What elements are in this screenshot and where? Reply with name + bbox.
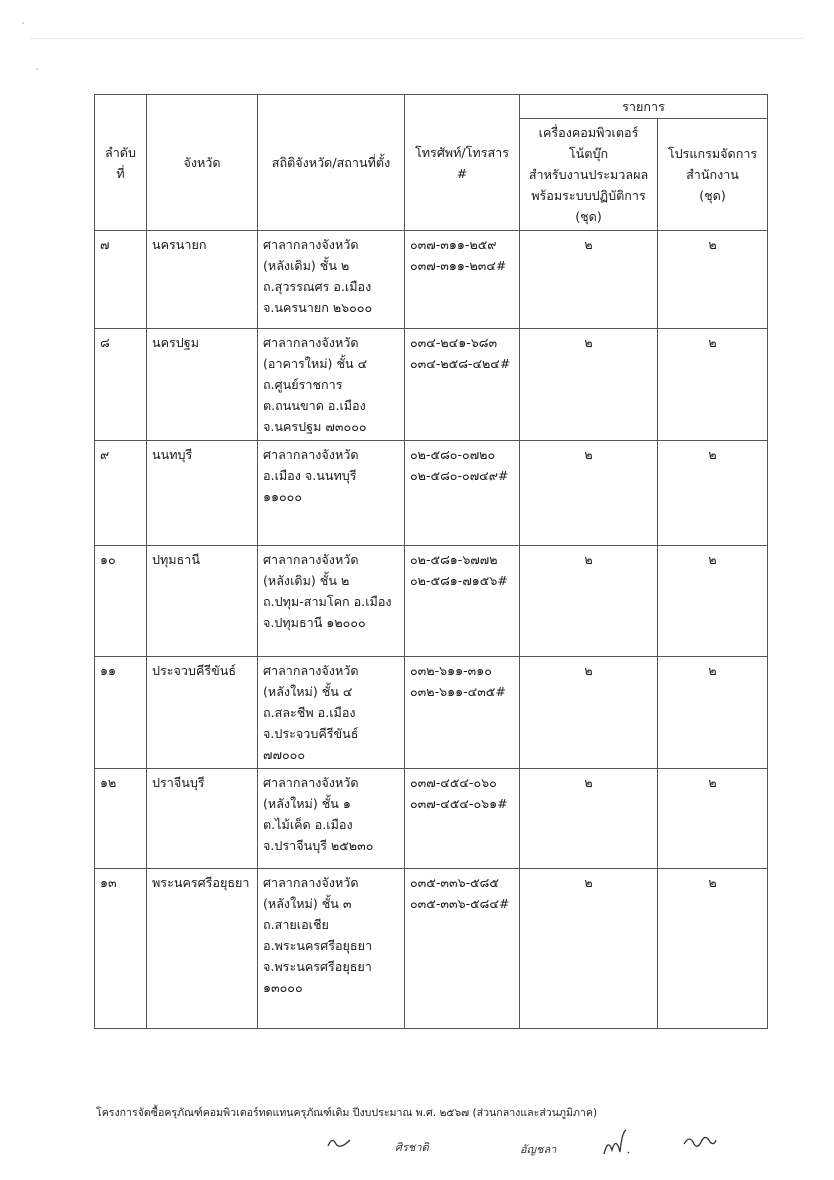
address-cell	[258, 869, 405, 1029]
page-top-rule	[30, 38, 804, 39]
address-line: ถ.ศูนย์ราชการ	[263, 377, 343, 392]
table-row	[95, 769, 768, 869]
address-line: ศาลากลางจังหวัด	[263, 552, 359, 567]
address-line: (หลังใหม่) ชั้น ๓	[263, 896, 352, 911]
office-qty-cell: ๒	[658, 329, 768, 441]
phone-line: ๐๓๔-๒๔๑-๖๘๓	[410, 335, 498, 350]
address-line: จ.นครปฐม ๗๓๐๐๐	[263, 419, 367, 434]
address-line: (หลังใหม่) ชั้น ๔	[263, 684, 353, 699]
notebook-qty-cell: ๒	[520, 329, 658, 441]
row-number-cell: ๙	[95, 441, 147, 546]
notebook-qty-cell: ๒	[520, 231, 658, 329]
row-number-cell: ๑๒	[95, 769, 147, 869]
address-line: ศาลากลางจังหวัด	[263, 335, 359, 350]
address-line: (หลังใหม่) ชั้น ๑	[263, 796, 351, 811]
province-cell: นครปฐม	[147, 329, 258, 441]
phone-cell	[405, 869, 520, 1029]
table-row	[95, 869, 768, 1029]
phone-cell	[405, 231, 520, 329]
address-cell	[258, 329, 405, 441]
signature-area	[0, 1124, 834, 1164]
address-line: จ.ประจวบคีรีขันธ์	[263, 726, 359, 741]
table-body	[95, 231, 768, 1029]
signature-scribble-3	[600, 1128, 636, 1158]
row-number-cell: ๗	[95, 231, 147, 329]
phone-line: ๐๓๕-๓๓๖-๕๘๕	[410, 875, 499, 890]
address-cell	[258, 546, 405, 657]
table-row	[95, 441, 768, 546]
address-line: (หลังเดิม) ชั้น ๒	[263, 573, 350, 588]
address-line: จ.ปทุมธานี ๑๒๐๐๐	[263, 615, 366, 630]
scan-speck	[36, 68, 38, 70]
phone-line: ๐๒-๕๘๐-๐๗๔๙#	[410, 468, 509, 483]
notebook-qty-cell: ๒	[520, 769, 658, 869]
phone-cell	[405, 441, 520, 546]
address-line: ๑๓๐๐๐	[263, 980, 303, 995]
address-line: ศาลากลางจังหวัด	[263, 237, 359, 252]
address-line: ถ.สายเอเชีย	[263, 917, 329, 932]
address-line: ๗๗๐๐๐	[263, 747, 305, 762]
table-row	[95, 546, 768, 657]
row-number-cell: ๑๐	[95, 546, 147, 657]
address-line: ๑๑๐๐๐	[263, 489, 303, 504]
phone-line: ๐๓๔-๒๕๘-๔๒๔#	[410, 356, 511, 371]
address-line: ถ.สละชีพ อ.เมือง	[263, 705, 356, 720]
col-items-header: รายการ	[520, 95, 768, 119]
phone-line: ๐๒-๕๘๑-๗๑๕๖#	[410, 573, 508, 588]
office-qty-cell: ๒	[658, 441, 768, 546]
phone-cell	[405, 657, 520, 769]
col-order-header: ลำดับ ที่	[95, 95, 147, 231]
signature-name-1: ศิรชาติ	[395, 1141, 429, 1154]
phone-line: ๐๓๗-๔๕๔-๐๖๐	[410, 775, 497, 790]
col-location-header: สถิติจังหวัด/สถานที่ตั้ง	[258, 95, 405, 231]
office-qty-cell: ๒	[658, 657, 768, 769]
address-line: ถ.สุวรรณศร อ.เมือง	[263, 279, 372, 294]
province-cell: ประจวบคีรีขันธ์	[147, 657, 258, 769]
address-line: อ.เมือง จ.นนทบุรี	[263, 468, 357, 483]
province-cell: นครนายก	[147, 231, 258, 329]
col-office-header: โปรแกรมจัดการ สำนักงาน (ชุด)	[658, 119, 768, 231]
phone-line: ๐๓๗-๓๑๑-๒๕๙	[410, 237, 497, 252]
address-line: (หลังเดิม) ชั้น ๒	[263, 258, 350, 273]
address-line: ต.ไม้เค็ด อ.เมือง	[263, 817, 353, 832]
phone-line: ๐๓๗-๔๕๔-๐๖๑#	[410, 796, 508, 811]
phone-line: ๐๓๕-๓๓๖-๕๘๔#	[410, 896, 510, 911]
province-cell: ปราจีนบุรี	[147, 769, 258, 869]
address-line: จ.พระนครศรีอยุธยา	[263, 959, 372, 974]
signature-scribble-4	[682, 1132, 718, 1152]
col-notebook-header: เครื่องคอมพิวเตอร์ โน้ตบุ๊ก สำหรับงานประมวลผล พร้อมระบบปฏิบัติการ (ชุด)	[520, 119, 658, 231]
signature-name-2: อัญชลา	[520, 1143, 557, 1156]
scan-speck	[22, 22, 24, 24]
address-line: (อาคารใหม่) ชั้น ๔	[263, 356, 368, 371]
table-header	[95, 95, 768, 231]
address-line: ต.ถนนขาด อ.เมือง	[263, 398, 366, 413]
address-line: ถ.ปทุม-สามโคก อ.เมือง	[263, 594, 392, 609]
address-line: ศาลากลางจังหวัด	[263, 663, 359, 678]
address-cell	[258, 441, 405, 546]
notebook-qty-cell: ๒	[520, 546, 658, 657]
address-line: ศาลากลางจังหวัด	[263, 447, 359, 462]
phone-line: ๐๒-๕๘๐-๐๗๒๐	[410, 447, 496, 462]
phone-cell	[405, 546, 520, 657]
province-cell: พระนครศรีอยุธยา	[147, 869, 258, 1029]
equipment-table	[94, 94, 768, 1029]
table-row	[95, 231, 768, 329]
office-qty-cell: ๒	[658, 769, 768, 869]
address-cell	[258, 231, 405, 329]
table-row	[95, 329, 768, 441]
address-line: ศาลากลางจังหวัด	[263, 775, 359, 790]
notebook-qty-cell: ๒	[520, 657, 658, 769]
phone-cell	[405, 329, 520, 441]
address-line: จ.ปราจีนบุรี ๒๕๒๓๐	[263, 838, 374, 853]
col-province-header: จังหวัด	[147, 95, 258, 231]
phone-cell	[405, 769, 520, 869]
address-line: จ.นครนายก ๒๖๐๐๐	[263, 300, 373, 315]
notebook-qty-cell: ๒	[520, 869, 658, 1029]
address-line: อ.พระนครศรีอยุธยา	[263, 938, 373, 953]
notebook-qty-cell: ๒	[520, 441, 658, 546]
table-row	[95, 657, 768, 769]
province-cell: ปทุมธานี	[147, 546, 258, 657]
row-number-cell: ๑๓	[95, 869, 147, 1029]
signature-scribble-1	[326, 1134, 352, 1152]
footer-project-note: โครงการจัดซื้อครุภัณฑ์คอมพิวเตอร์ทดแทนครุภัณฑ์เดิม ปีงบประมาณ พ.ศ. ๒๕๖๗ (ส่วนกลางและส่วนภูมิภาค)	[96, 1107, 598, 1119]
office-qty-cell: ๒	[658, 231, 768, 329]
address-cell	[258, 769, 405, 869]
phone-line: ๐๓๒-๖๑๑-๔๓๕#	[410, 684, 506, 699]
phone-line: ๐๓๒-๖๑๑-๓๑๐	[410, 663, 492, 678]
office-qty-cell: ๒	[658, 869, 768, 1029]
col-phone-header: โทรศัพท์/โทรสาร #	[405, 95, 520, 231]
phone-line: ๐๓๗-๓๑๑-๒๓๔#	[410, 258, 507, 273]
row-number-cell: ๑๑	[95, 657, 147, 769]
row-number-cell: ๘	[95, 329, 147, 441]
address-cell	[258, 657, 405, 769]
office-qty-cell: ๒	[658, 546, 768, 657]
phone-line: ๐๒-๕๘๑-๖๗๗๒	[410, 552, 498, 567]
address-line: ศาลากลางจังหวัด	[263, 875, 359, 890]
province-cell: นนทบุรี	[147, 441, 258, 546]
